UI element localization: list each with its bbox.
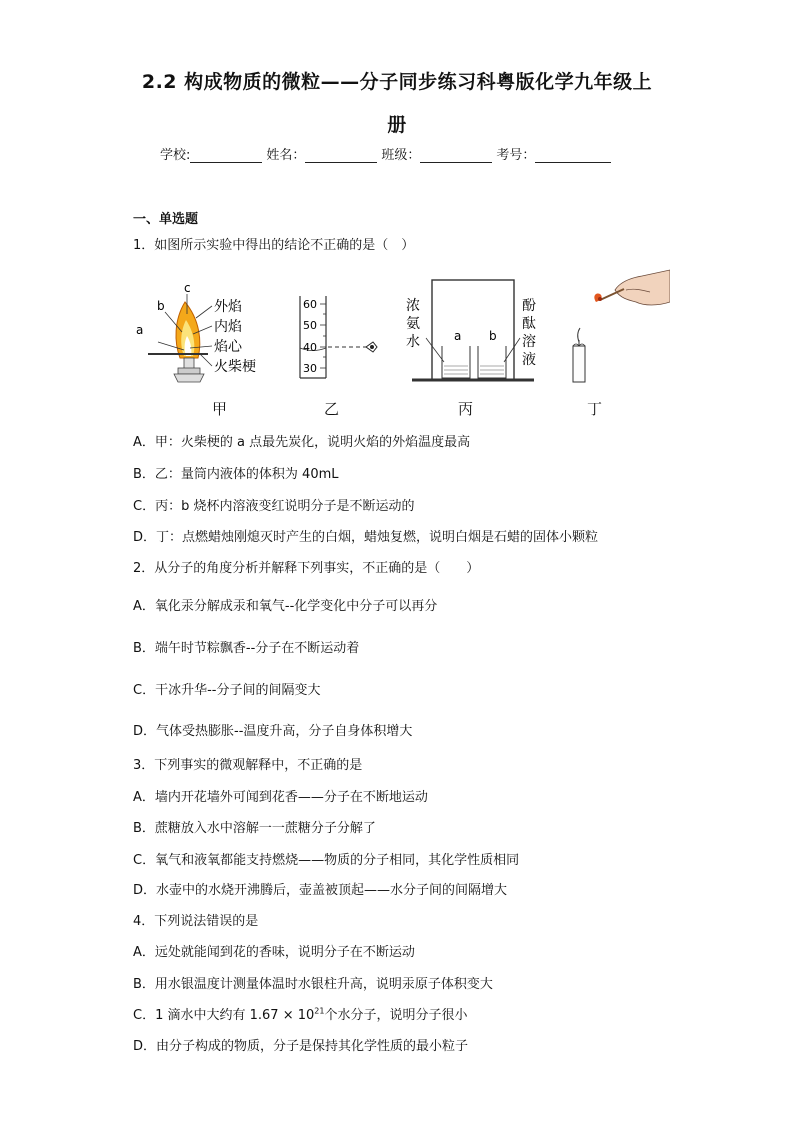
question-3-option-d: D．水壶中的水烧开沸腾后，壶盖被顶起——水分子间的间隔增大: [133, 883, 508, 898]
class-label: 班级：: [381, 148, 421, 163]
figure-caption-bing: 丙: [458, 400, 474, 418]
ammonia-label-1: 浓: [406, 298, 420, 314]
question-1-option-d: D．丁：点燃蜡烛刚熄灭时产生的白烟，蜡烛复燃，说明白烟是石蜡的固体小颗粒: [133, 530, 599, 545]
beaker-letter-a: a: [454, 329, 462, 343]
document-title-line-1: 2.2 构成物质的微粒——分子同步练习科粤版化学九年级上: [141, 71, 653, 93]
question-3-option-a: A．墙内开花墙外可闻到花香——分子在不断地运动: [133, 790, 428, 805]
question-4-option-c: [133, 1004, 467, 1023]
graduated-cylinder-diagram: [300, 296, 377, 378]
section-heading: 一、单选题: [133, 212, 199, 227]
hand-holding-match-icon: [594, 270, 670, 305]
school-label: 学校:: [160, 148, 191, 163]
flame-label-inner: 内焰: [214, 319, 242, 335]
question-3-option-c: C．氧气和液氧都能支持燃烧——物质的分子相同，其化学性质相同: [133, 853, 520, 868]
question-3-option-b: B．蔗糖放入水中溶解一一蔗糖分子分解了: [133, 821, 376, 836]
question-2-option-d: D．气体受热膨胀--温度升高，分子自身体积增大: [133, 724, 413, 739]
question-2-stem: 2．从分子的角度分析并解释下列事实，不正确的是（ ）: [133, 561, 480, 576]
question-1-option-b: B．乙：量筒内液体的体积为 40mL: [133, 467, 339, 482]
cylinder-tick-30: 30: [303, 362, 317, 375]
cylinder-tick-50: 50: [303, 319, 317, 332]
option-c-text-end: 个水分子，说明分子很小: [324, 1008, 468, 1023]
bell-jar-diagram: [406, 280, 536, 380]
option-c-exponent: 21: [314, 1006, 325, 1016]
figure-caption-yi: 乙: [324, 400, 340, 418]
question-1-stem: 1．如图所示实验中得出的结论不正确的是（ ）: [133, 238, 415, 253]
cylinder-tick-40: 40: [303, 341, 317, 354]
ammonia-label-3: 水: [406, 334, 420, 350]
class-field[interactable]: [420, 148, 492, 163]
flame-label-core: 焰心: [214, 339, 242, 355]
question-4-option-a: A．远处就能闻到花的香味，说明分子在不断运动: [133, 945, 415, 960]
question-2-option-c: C．干冰升华--分子间的间隔变大: [133, 683, 321, 698]
flame-letter-b: b: [157, 299, 165, 313]
phenolphthalein-label-2: 酞: [522, 316, 536, 332]
figure-caption-jia: 甲: [212, 400, 228, 418]
flame-diagram: [136, 281, 256, 382]
student-info-row: [160, 144, 615, 163]
beaker-letter-b: b: [489, 329, 497, 343]
question-4-option-d: D．由分子构成的物质，分子是保持其化学性质的最小粒子: [133, 1039, 469, 1054]
question-1-option-a: A．甲：火柴梗的 a 点最先炭化，说明火焰的外焰温度最高: [133, 435, 471, 450]
question-1-option-c: C．丙：b 烧杯内溶液变红说明分子是不断运动的: [133, 499, 415, 514]
name-field[interactable]: [305, 148, 377, 163]
question-4-stem: 4．下列说法错误的是: [133, 914, 259, 929]
option-c-text-start: C．1 滴水中大约有 1.67 × 10: [133, 1008, 315, 1023]
phenolphthalein-label-1: 酚: [522, 298, 536, 314]
exam-number-field[interactable]: [535, 148, 611, 163]
ammonia-label-2: 氨: [406, 316, 420, 332]
document-title-line-2: 册: [387, 114, 407, 136]
eye-icon: [366, 342, 377, 352]
flame-label-outer: 外焰: [214, 299, 242, 315]
exam-number-label: 考号：: [496, 148, 536, 163]
question-3-stem: 3．下列事实的微观解释中，不正确的是: [133, 758, 363, 773]
cylinder-tick-60: 60: [303, 298, 317, 311]
question-4-option-b: B．用水银温度计测量体温时水银柱升高，说明汞原子体积变大: [133, 977, 493, 992]
flame-letter-a: a: [136, 323, 144, 337]
question-1-figure: [130, 262, 670, 392]
name-label: 姓名：: [266, 148, 306, 163]
flame-label-matchstick: 火柴梗: [214, 359, 256, 375]
school-field[interactable]: [190, 148, 262, 163]
phenolphthalein-label-4: 液: [522, 352, 536, 368]
candle-diagram: [573, 270, 670, 382]
question-2-option-b: B．端午时节粽飘香--分子在不断运动着: [133, 641, 360, 656]
phenolphthalein-label-3: 溶: [522, 334, 536, 350]
figure-caption-ding: 丁: [587, 400, 603, 418]
flame-letter-c: c: [184, 281, 191, 295]
question-2-option-a: A．氧化汞分解成汞和氧气--化学变化中分子可以再分: [133, 599, 438, 614]
